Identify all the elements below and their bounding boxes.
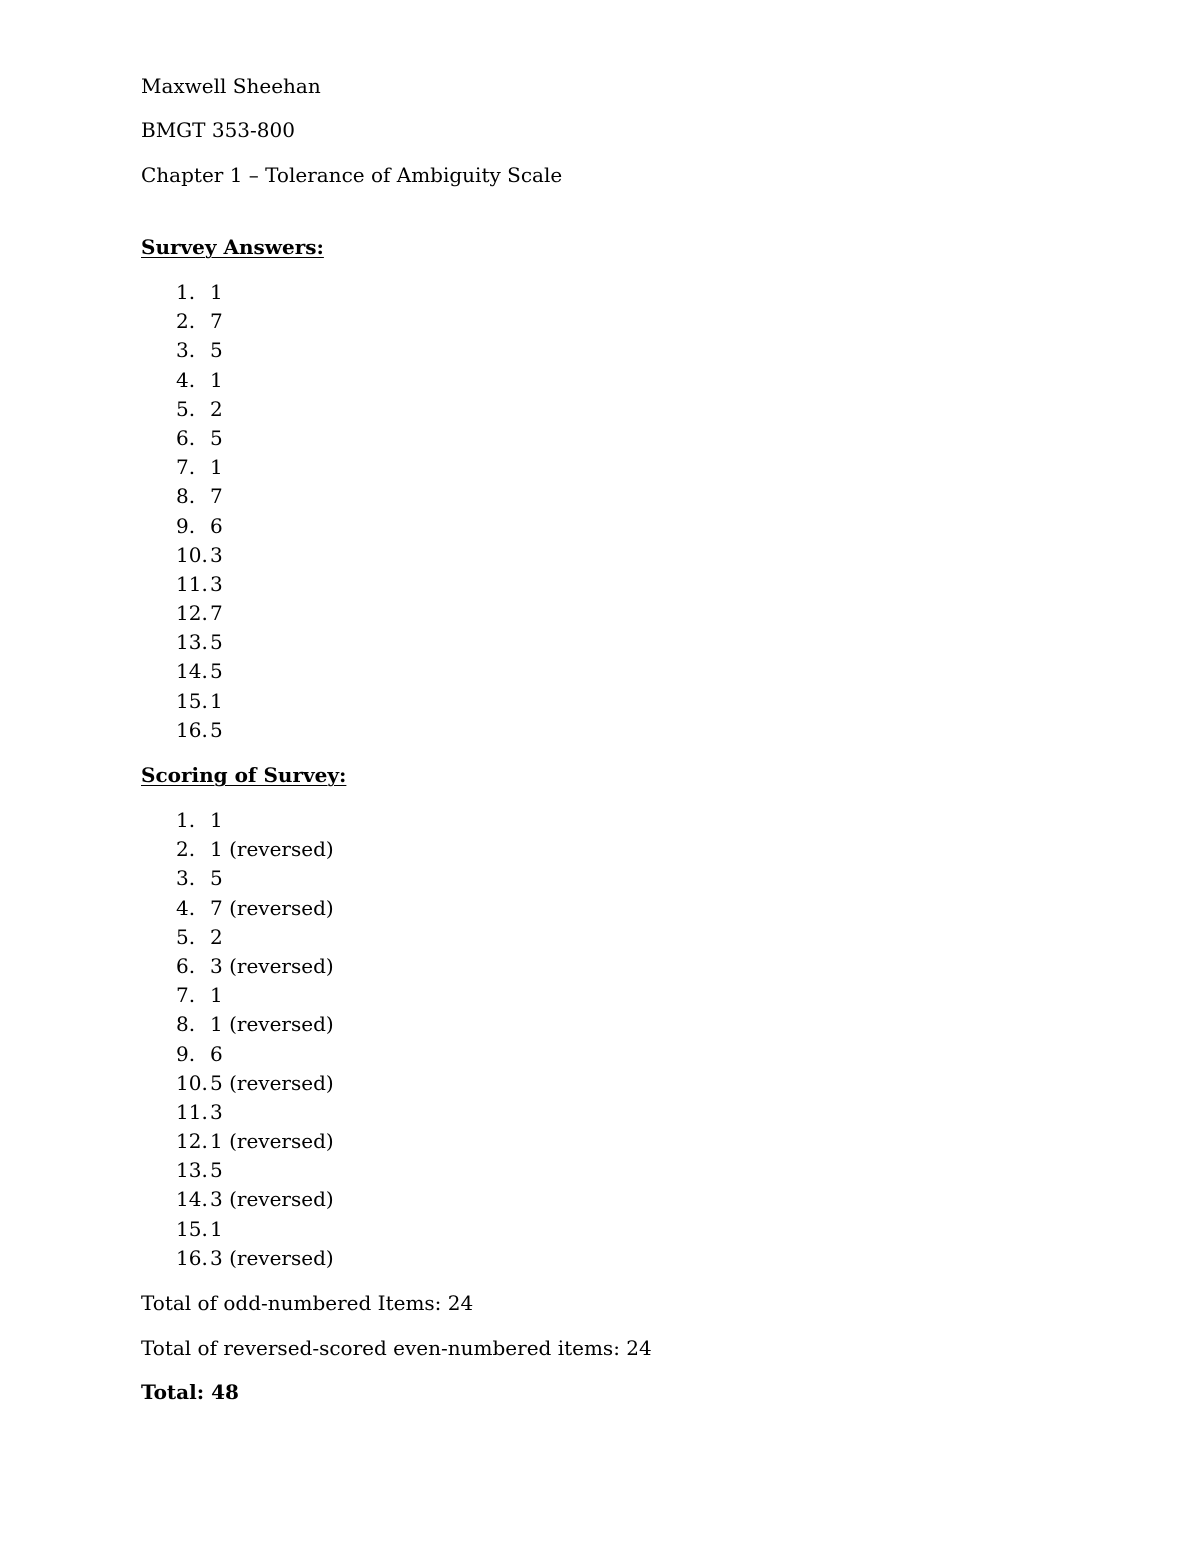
list-item-number: 5. bbox=[176, 396, 196, 421]
scoring-heading: Scoring of Survey: bbox=[141, 763, 347, 787]
list-item bbox=[0, 572, 1200, 601]
list-item-value: 6 bbox=[210, 1041, 223, 1066]
list-item-number: 11. bbox=[176, 1099, 208, 1124]
list-item-number: 6. bbox=[176, 425, 196, 450]
list-item-number: 11. bbox=[176, 571, 208, 596]
list-item-value: 1 bbox=[210, 808, 223, 832]
list-item-number: 3. bbox=[176, 866, 196, 891]
list-item-number: 13. bbox=[176, 1158, 208, 1183]
list-item bbox=[0, 455, 1200, 484]
survey-answers-list bbox=[0, 280, 1200, 747]
list-item-value: 1 bbox=[210, 688, 223, 713]
list-item bbox=[0, 896, 1200, 925]
list-item bbox=[0, 1217, 1200, 1246]
list-item-number: 7. bbox=[176, 455, 196, 480]
list-item-value: 3 bbox=[210, 542, 223, 567]
list-item-number: 16. bbox=[176, 1245, 208, 1270]
list-item-value: 7 bbox=[210, 601, 223, 626]
list-item-value: 3 bbox=[210, 1099, 223, 1124]
list-item-number: 15. bbox=[176, 688, 208, 713]
list-item bbox=[0, 866, 1200, 895]
list-item-value: 5 bbox=[210, 717, 223, 742]
list-item-value: 7 bbox=[210, 309, 223, 334]
list-item bbox=[0, 837, 1200, 866]
list-item-number: 7. bbox=[176, 983, 196, 1008]
list-item-value: 1 bbox=[210, 280, 223, 304]
list-item-value: 3 (reversed) bbox=[210, 1187, 334, 1212]
list-item-value: 1 bbox=[210, 455, 223, 480]
list-item-number: 14. bbox=[176, 1187, 208, 1212]
list-item bbox=[0, 338, 1200, 367]
list-item-number: 12. bbox=[176, 601, 208, 626]
list-item-value: 1 (reversed) bbox=[210, 837, 334, 862]
list-item bbox=[0, 1187, 1200, 1216]
survey-answers-heading: Survey Answers: bbox=[141, 235, 324, 259]
list-item-value: 7 bbox=[210, 484, 223, 509]
list-item-value: 5 bbox=[210, 659, 223, 684]
list-item bbox=[0, 1012, 1200, 1041]
list-item-number: 1. bbox=[176, 808, 196, 832]
list-item-number: 6. bbox=[176, 953, 196, 978]
list-item bbox=[0, 601, 1200, 630]
list-item-value: 1 bbox=[210, 367, 223, 392]
list-item-number: 12. bbox=[176, 1129, 208, 1154]
list-item bbox=[0, 1129, 1200, 1158]
list-item bbox=[0, 718, 1200, 747]
list-item bbox=[0, 808, 1200, 837]
list-item bbox=[0, 1100, 1200, 1129]
list-item-value: 1 (reversed) bbox=[210, 1129, 334, 1154]
list-item-value: 1 bbox=[210, 983, 223, 1008]
list-item-number: 9. bbox=[176, 1041, 196, 1066]
odd-total: Total of odd-numbered Items: 24 bbox=[141, 1291, 474, 1315]
list-item bbox=[0, 983, 1200, 1012]
list-item bbox=[0, 484, 1200, 513]
even-total: Total of reversed-scored even-numbered items: 24 bbox=[141, 1336, 652, 1360]
list-item bbox=[0, 925, 1200, 954]
list-item bbox=[0, 426, 1200, 455]
list-item bbox=[0, 630, 1200, 659]
list-item bbox=[0, 309, 1200, 338]
list-item-value: 1 (reversed) bbox=[210, 1012, 334, 1037]
list-item-value: 3 bbox=[210, 571, 223, 596]
list-item-number: 15. bbox=[176, 1216, 208, 1241]
list-item-number: 13. bbox=[176, 630, 208, 655]
list-item-value: 5 bbox=[210, 425, 223, 450]
assignment-title: Chapter 1 – Tolerance of Ambiguity Scale bbox=[141, 163, 563, 187]
list-item-number: 8. bbox=[176, 1012, 196, 1037]
list-item-value: 2 bbox=[210, 924, 223, 949]
list-item-value: 7 (reversed) bbox=[210, 895, 334, 920]
list-item bbox=[0, 1246, 1200, 1275]
list-item-number: 3. bbox=[176, 338, 196, 363]
list-item bbox=[0, 1158, 1200, 1187]
list-item-value: 5 bbox=[210, 866, 223, 891]
list-item bbox=[0, 659, 1200, 688]
list-item-number: 4. bbox=[176, 367, 196, 392]
list-item bbox=[0, 280, 1200, 309]
list-item-value: 5 bbox=[210, 338, 223, 363]
list-item bbox=[0, 397, 1200, 426]
list-item-number: 14. bbox=[176, 659, 208, 684]
list-item bbox=[0, 543, 1200, 572]
list-item-number: 1. bbox=[176, 280, 196, 304]
list-item-number: 2. bbox=[176, 837, 196, 862]
list-item-value: 5 bbox=[210, 1158, 223, 1183]
list-item-number: 9. bbox=[176, 513, 196, 538]
list-item bbox=[0, 368, 1200, 397]
list-item-value: 3 (reversed) bbox=[210, 953, 334, 978]
list-item-number: 2. bbox=[176, 309, 196, 334]
list-item bbox=[0, 1042, 1200, 1071]
list-item-number: 10. bbox=[176, 542, 208, 567]
list-item bbox=[0, 1071, 1200, 1100]
list-item-number: 5. bbox=[176, 924, 196, 949]
list-item-value: 5 bbox=[210, 630, 223, 655]
list-item-value: 6 bbox=[210, 513, 223, 538]
list-item-number: 16. bbox=[176, 717, 208, 742]
course-code: BMGT 353-800 bbox=[141, 118, 295, 142]
list-item-value: 2 bbox=[210, 396, 223, 421]
list-item-number: 4. bbox=[176, 895, 196, 920]
list-item-number: 8. bbox=[176, 484, 196, 509]
list-item bbox=[0, 689, 1200, 718]
grand-total: Total: 48 bbox=[141, 1380, 239, 1404]
list-item-value: 1 bbox=[210, 1216, 223, 1241]
list-item-value: 3 (reversed) bbox=[210, 1245, 334, 1270]
scoring-list bbox=[0, 808, 1200, 1275]
list-item-value: 5 (reversed) bbox=[210, 1070, 334, 1095]
list-item bbox=[0, 514, 1200, 543]
list-item-number: 10. bbox=[176, 1070, 208, 1095]
author-name: Maxwell Sheehan bbox=[141, 74, 321, 98]
list-item bbox=[0, 954, 1200, 983]
